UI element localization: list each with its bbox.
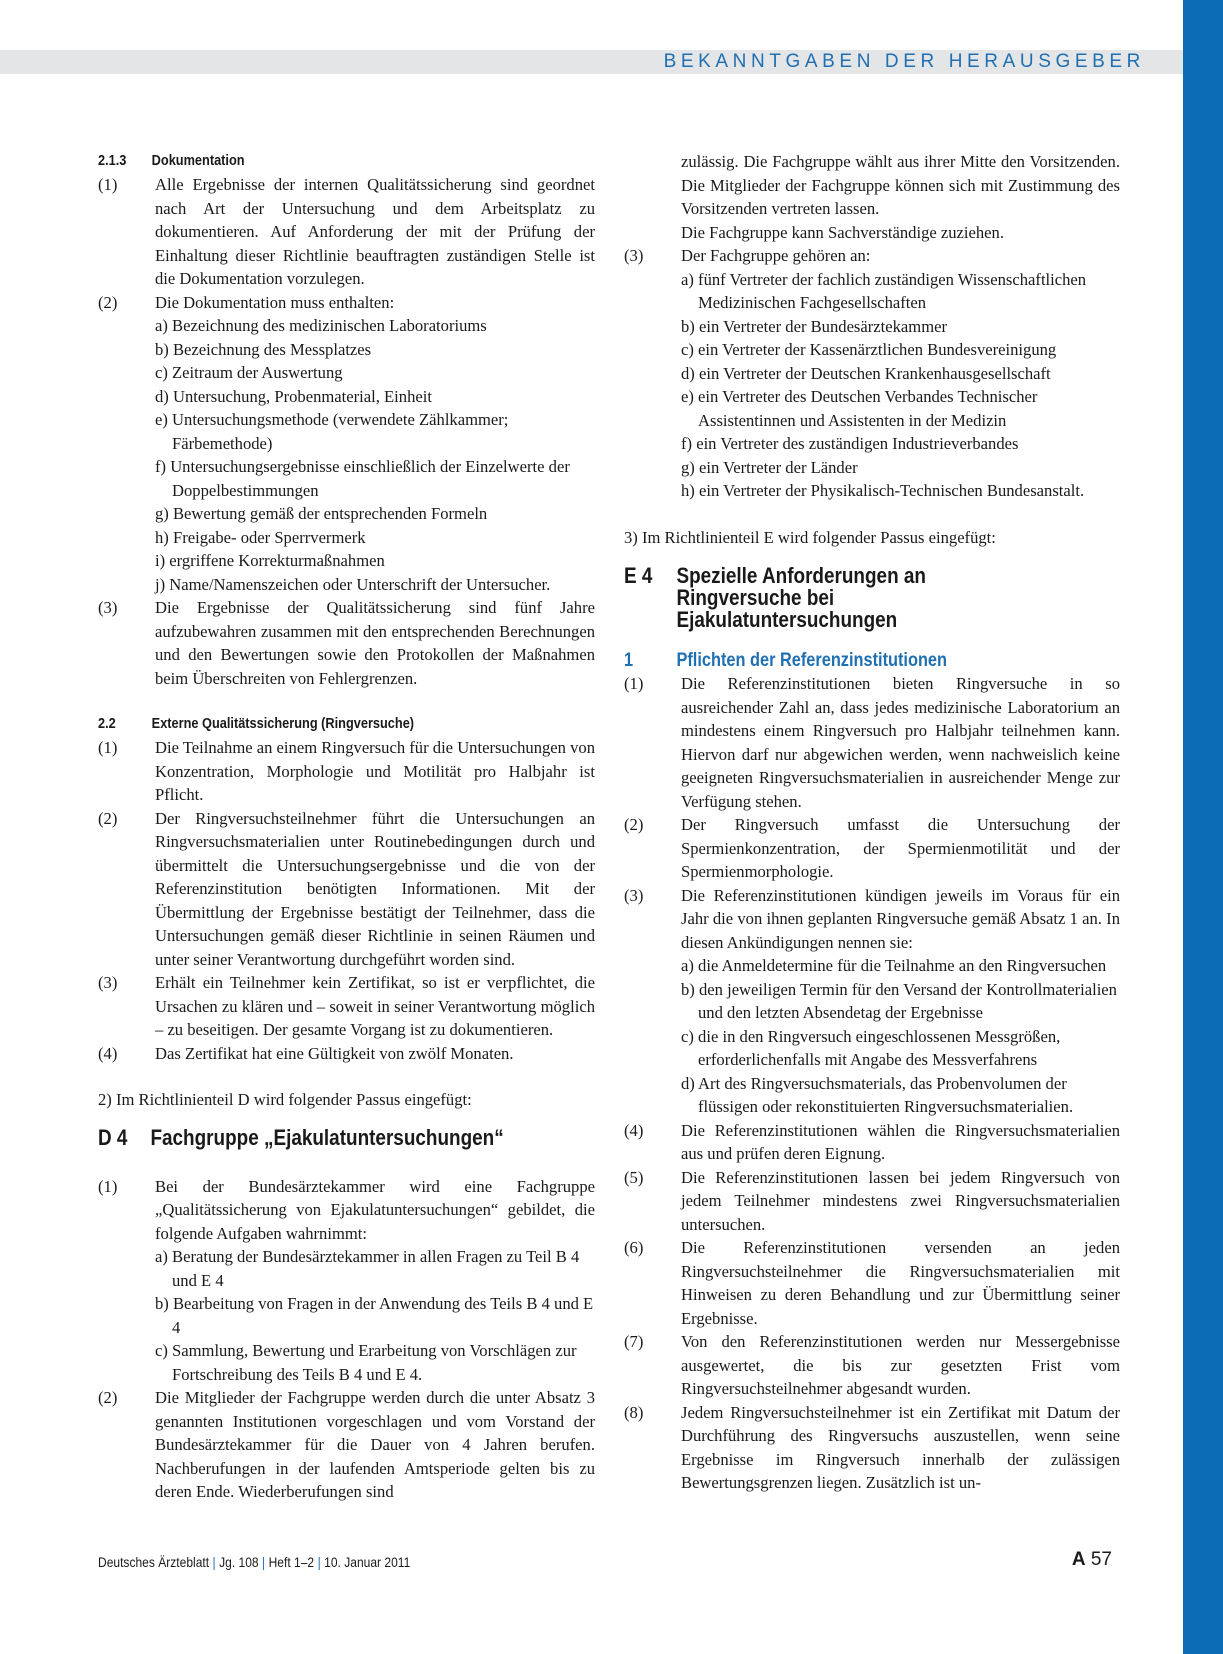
separator: | (212, 1554, 216, 1570)
paragraph-number: (3) (624, 885, 644, 905)
page-number-value: 57 (1090, 1549, 1112, 1570)
paragraph-text: Die Referenzinstitutionen bieten Ringversuche in so ausreichender Zahl an, dass jedes medizinische Laboratorium an mindestens einem Ringversuch pro Halbjahr teilnehmen kann. Hiervon darf nur abgewichen werden, wenn nachweislich keine geeigneten Ringversuchsmaterialien in ausreichender Menge zur Verfügung stehen. (681, 674, 1120, 811)
paragraph (624, 813, 1120, 884)
issue: Heft 1–2 (268, 1554, 315, 1570)
subsection-title: Dokumentation (151, 153, 245, 169)
paragraph-text: Die Dokumentation muss enthalten: (155, 292, 395, 312)
paragraph-text: Die Ergebnisse der Qualitätssicherung sind fünf Jahre aufzubewahren zusammen mit den entsprechenden Berechnungen und den Bewertungen sowie den Protokollen der Maßnahmen beim Überschreiten von Fehlergrenzen. (155, 598, 595, 688)
issue-date: 10. Januar 2011 (324, 1554, 411, 1570)
list-item: c) Zeitraum der Auswertung (155, 363, 343, 382)
paragraph-number: (8) (624, 1402, 644, 1422)
insert-note: 3) Im Richtlinienteil E wird folgender Passus eingefügt: (624, 527, 996, 547)
list-item: a) Beratung der Bundesärztekammer in allen Fragen zu Teil B 4 und E 4 (155, 1247, 580, 1290)
subsection-title: Externe Qualitätssicherung (Ringversuche) (151, 716, 415, 732)
paragraph-number: (2) (98, 808, 118, 828)
section-heading (624, 565, 1051, 631)
journal-name: Deutsches Ärzteblatt (98, 1554, 210, 1570)
paragraph (98, 1042, 595, 1066)
paragraph-number: (2) (98, 1388, 118, 1407)
section-number: D 4 (98, 1124, 128, 1150)
paragraph (624, 1119, 1120, 1166)
paragraph-number: (3) (98, 973, 118, 992)
paragraph (624, 672, 1120, 813)
list-item: a) die Anmeldetermine für die Teilnahme an den Ringversuchen (681, 956, 1107, 975)
list-item: b) den jeweiligen Termin für den Versand der Kontrollmaterialien und den letzten Absendetag der Ergebnisse (681, 979, 1117, 1022)
paragraph (624, 1330, 1120, 1401)
list-item: c) ein Vertreter der Kassenärztlichen Bundesvereinigung (681, 340, 1057, 359)
paragraph-text: Jedem Ringversuchsteilnehmer ist ein Zertifikat mit Datum der Durchführung des Ringversuchs auszustellen, wenn seine Ergebnisse im Ringversuch innerhalb der zulässigen Bewertungsgrenzen liegen. Zusätzlich ist un- (681, 1402, 1120, 1492)
section-title: Spezielle Anforderungen an Ringversuche bei Ejakulatuntersuchungen (676, 563, 926, 632)
list-item: f) Untersuchungsergebnisse einschließlich der Einzelwerte der Doppelbestimmungen (155, 457, 570, 500)
paragraph-text: Von den Referenzinstitutionen werden nur Messergebnisse ausgewertet, die bis zur gesetzten Frist vom Ringversuchsteilnehmer abgesandt wurden. (681, 1332, 1120, 1398)
volume: Jg. 108 (219, 1554, 259, 1570)
paragraph-text: Die Referenzinstitutionen wählen die Ringversuchsmaterialien aus und prüfen deren Eignung. (681, 1120, 1120, 1163)
paragraph-number: (1) (624, 674, 644, 693)
page-prefix: A (1071, 1549, 1086, 1570)
paragraph-number: (7) (624, 1332, 644, 1351)
subsection-heading (624, 649, 1051, 672)
list-item: f) ein Vertreter des zuständigen Industrieverbandes (681, 434, 1019, 453)
section-header-title: BEKANNTGABEN DER HERAUSGEBER (663, 51, 1145, 72)
subsection-title: Pflichten der Referenzinstitutionen (676, 650, 948, 671)
paragraph-text: Der Fachgruppe gehören an: (681, 246, 871, 265)
paragraph-number: (6) (624, 1238, 644, 1257)
list-item: h) Freigabe- oder Sperrvermerk (155, 527, 366, 547)
paragraph-text: Die Mitglieder der Fachgruppe werden durch die unter Absatz 3 genannten Institutionen vorgeschlagen und vom Vorstand der Bundesärztekammer für die Dauer von 4 Jahren berufen. Nachberufungen in der laufenden Amtsperiode gelten bis zu deren Ende. Wiederberufungen sind (155, 1388, 595, 1501)
list-item: i) ergriffene Korrekturmaßnahmen (155, 551, 385, 570)
paragraph (98, 1386, 595, 1504)
paragraph (98, 736, 595, 807)
paragraph-number: (1) (98, 1176, 118, 1196)
paragraph (98, 807, 595, 972)
list-item: g) ein Vertreter der Länder (681, 457, 858, 477)
paragraph (624, 884, 1120, 1119)
paragraph (624, 244, 1120, 503)
paragraph-text: Die Referenzinstitutionen lassen bei jedem Ringversuch von jedem Teilnehmer mindestens zwei Ringversuchsmaterialien untersuchen. (681, 1167, 1120, 1234)
paragraph-number: (5) (624, 1167, 644, 1187)
subsection-heading (98, 713, 535, 736)
paragraph (624, 1401, 1120, 1495)
left-column (98, 150, 595, 1504)
paragraph-number: (4) (624, 1120, 644, 1140)
list-item: d) Art des Ringversuchsmaterials, das Probenvolumen der flüssigen oder rekonstituierten Ringversuchsmaterialien. (681, 1073, 1074, 1116)
section-title: Fachgruppe „Ejakulatuntersuchungen“ (150, 1124, 504, 1150)
list-item: g) Bewertung gemäß der entsprechenden Formeln (155, 504, 488, 523)
paragraph-text: Bei der Bundesärztekammer wird eine Fachgruppe „Qualitätssicherung von Ejakulatuntersuchungen“ gebildet, die folgende Aufgaben wahrnimmt: (155, 1176, 595, 1243)
paragraph-number: (4) (98, 1043, 118, 1063)
subsection-number: 2.1.3 (98, 153, 127, 169)
paragraph-text: Das Zertifikat hat eine Gültigkeit von zwölf Monaten. (155, 1043, 514, 1063)
paragraph (624, 1236, 1120, 1330)
paragraph (98, 291, 595, 597)
list-item: b) ein Vertreter der Bundesärztekammer (681, 316, 947, 336)
paragraph (624, 1166, 1120, 1237)
section-number: E 4 (624, 563, 653, 588)
list-item: c) Sammlung, Bewertung und Erarbeitung von Vorschlägen zur Fortschreibung des Teils B 4 und E 4. (155, 1341, 577, 1384)
right-column (624, 150, 1120, 1495)
list-item: h) ein Vertreter der Physikalisch-Technischen Bundesanstalt. (681, 481, 1085, 500)
paragraph-number: (2) (98, 292, 118, 312)
section-heading (98, 1124, 525, 1150)
paragraph-number: (3) (624, 246, 644, 265)
paragraph-text: Der Ringversuch umfasst die Untersuchung der Spermienkonzentration, der Spermienmotilität und der Spermienmorphologie. (681, 815, 1120, 881)
paragraph (98, 971, 595, 1042)
paragraph (98, 1175, 595, 1387)
paragraph-text: Die Referenzinstitutionen kündigen jeweils im Voraus für ein Jahr die von ihnen geplanten Ringversuche gemäß Absatz 1 an. In diesen Ankündigungen nennen sie: (681, 885, 1120, 952)
paragraph-text: Alle Ergebnisse der internen Qualitätssicherung sind geordnet nach Art der Untersuchung und dem Arbeitsplatz zu dokumentieren. Auf Anforderung der mit der Prüfung der Einhaltung dieser Richtlinie beauftragten zuständigen Stelle ist die Dokumentation vorzulegen. (155, 175, 595, 288)
paragraph-text: Der Ringversuchsteilnehmer führt die Untersuchungen an Ringversuchsmaterialien unter Routinebedingungen durch und übermittelt die Untersuchungsergebnisse und die von der Referenzinstitution benötigten Informationen. Mit der Übermittlung der Ergebnisse bestätigt der Teilnehmer, dass die Untersuchungen gemäß dieser Richtlinie in seinen Räumen und unter seiner Verantwortung durchgeführt worden sind. (155, 808, 595, 969)
list-item: j) Name/Namenszeichen oder Unterschrift der Untersucher. (155, 574, 551, 594)
paragraph-text: Erhält ein Teilnehmer kein Zertifikat, so ist er verpflichtet, die Ursachen zu klären und – soweit in seiner Verantwortung möglich – zu beseitigen. Der gesamte Vorgang ist zu dokumentieren. (155, 973, 595, 1039)
list-item: a) fünf Vertreter der fachlich zuständigen Wissenschaftlichen Medizinischen Fachgesellschaften (681, 269, 1087, 312)
separator: | (262, 1554, 266, 1570)
paragraph (98, 596, 595, 690)
insert-note: 2) Im Richtlinienteil D wird folgender Passus eingefügt: (98, 1090, 472, 1109)
list-item: b) Bearbeitung von Fragen in der Anwendung des Teils B 4 und E 4 (155, 1294, 594, 1337)
separator: | (317, 1554, 321, 1570)
footer-citation (98, 1553, 410, 1571)
list-item: d) Untersuchung, Probenmaterial, Einheit (155, 386, 432, 406)
paragraph-number: (2) (624, 815, 644, 834)
paragraph-text: Die Fachgruppe kann Sachverständige zuziehen. (681, 222, 1004, 242)
paragraph-number: (1) (98, 738, 118, 757)
paragraph-text: Die Referenzinstitutionen versenden an jeden Ringversuchsteilnehmer die Ringversuchsmaterialien mit Hinweisen zu deren Behandlung und zur Übermittlung seiner Ergebnisse. (681, 1238, 1120, 1328)
list-item: d) ein Vertreter der Deutschen Krankenhausgesellschaft (681, 363, 1051, 383)
list-item: a) Bezeichnung des medizinischen Laboratoriums (155, 316, 487, 335)
page-number (1072, 1548, 1112, 1572)
paragraph-number: (1) (98, 175, 118, 194)
paragraph (98, 173, 595, 291)
paragraph-number: (3) (98, 598, 118, 617)
paragraph-text: Die Teilnahme an einem Ringversuch für die Untersuchungen von Konzentration, Morphologie und Motilität pro Halbjahr ist Pflicht. (155, 738, 595, 804)
paragraph-continuation (624, 150, 1120, 244)
paragraph-text: zulässig. Die Fachgruppe wählt aus ihrer Mitte den Vorsitzenden. Die Mitglieder der Fachgruppe können sich mit Zustimmung des Vorsitzenden vertreten lassen. (681, 152, 1120, 218)
subsection-number: 1 (624, 650, 634, 671)
list-item: b) Bezeichnung des Messplatzes (155, 339, 372, 359)
subsection-heading (98, 150, 535, 173)
subsection-number: 2.2 (98, 716, 116, 732)
list-item: c) die in den Ringversuch eingeschlossenen Messgrößen, erforderlichenfalls mit Angabe des Messverfahrens (681, 1026, 1061, 1069)
list-item: e) ein Vertreter des Deutschen Verbandes Technischer Assistentinnen und Assistenten in der Medizin (681, 387, 1038, 430)
list-item: e) Untersuchungsmethode (verwendete Zählkammer; Färbemethode) (155, 410, 509, 453)
side-color-bar (1183, 0, 1223, 1654)
